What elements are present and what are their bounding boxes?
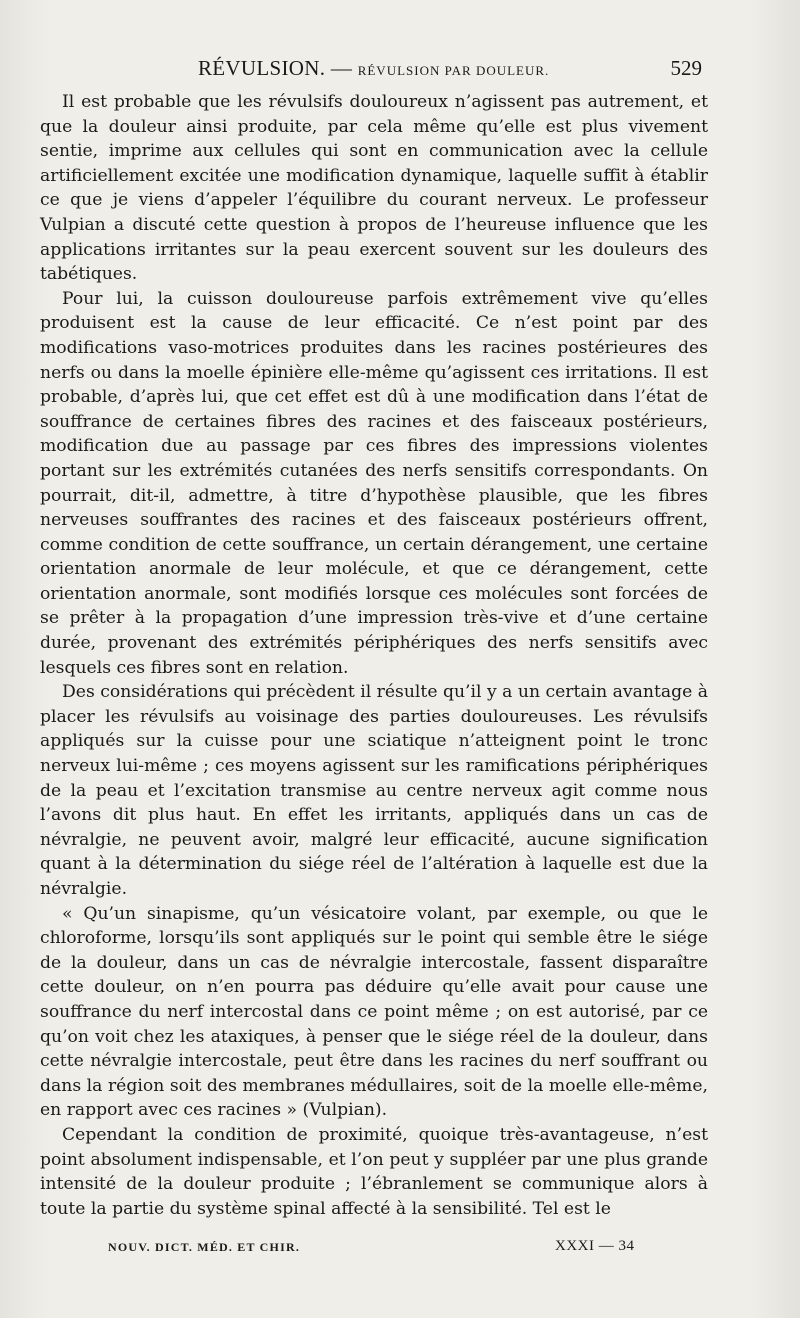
running-header (0, 56, 800, 86)
paragraph-4-quotation: « Qu’un sinapisme, qu’un vésicatoire volant, par exemple, ou que le chloroforme, lorsqu’ils sont appliqués sur le point qui semble être le siége de la douleur, dans un cas de névralgie intercostale, fassent disparaître cette douleur, on n’en pourra pas déduire qu’elle avait pour cause une souffrance du nerf intercostal dans ce point même ; on est autorisé, par ce qu’on voit chez les ataxiques, à penser que le siége réel de la douleur, dans cette névralgie intercostale, peut être dans les racines du nerf souffrant ou dans la région soit des membranes médullaires, soit de la moelle elle-même, en rapport avec ces racines » (Vulpian). (40, 903, 708, 1121)
paragraph-2: Pour lui, la cuisson douloureuse parfois extrêmement vive qu’elles produisent est la cause de leur efficacité. Ce n’est point par des modifications vaso-motrices produites dans les racines postérieures des nerfs ou dans la moelle épinière elle-même qu’agissent ces irritations. Il est probable, d’après lui, que cet effet est dû à une modification dans l’état de souffrance de certaines fibres des racines et des faisceaux postérieurs, modification due au passage par ces fibres des impressions violentes portant sur les extrémités cutanées des nerfs sensitifs correspondants. On pourrait, dit-il, admettre, à titre d’hypothèse plausible, que les fibres nerveuses souffrantes des racines et des faisceaux postérieurs offrent, comme condition de cette souffrance, un certain dérangement, une certaine orientation anormale de leur molécule, et que ce dérangement, cette orientation anormale, sont modifiés lorsque ces molécules sont forcées de se prêter à la propagation d’une impression très-vive et d’une certaine durée, provenant des extrémités périphériques des nerfs sensitifs avec lesquels ces fibres sont en relation. (40, 288, 708, 678)
footer-signature: XXXI — 34 (555, 1238, 635, 1254)
header-subtitle: RÉVULSION PAR DOULEUR. (357, 63, 550, 78)
header-separator: — (330, 56, 353, 80)
page-footer (0, 1238, 800, 1260)
paragraph-3: Des considérations qui précèdent il résulte qu’il y a un certain avantage à placer les révulsifs au voisinage des parties douloureuses. Les révulsifs appliqués sur la cuisse pour une sciatique n’atteignent point le tronc nerveux lui-même ; ces moyens agissent sur les ramifications périphériques de la peau et l’excitation transmise au centre nerveux agit comme nous l’avons dit plus haut. En effet les irritants, appliqués dans un cas de névralgie, ne peuvent avoir, malgré leur efficacité, aucune signification quant à la détermination du siége réel de l’altération à laquelle est due la névralgie. (40, 682, 708, 899)
header-title-group (198, 56, 549, 81)
page-number: 529 (670, 56, 702, 80)
footer-publication: NOUV. DICT. MÉD. ET CHIR. (108, 1240, 301, 1254)
paragraph-1: Il est probable que les révulsifs douloureux n’agissent pas autrement, et que la douleur ainsi produite, par cela même qu’elle est plus vivement sentie, imprime aux cellules qui sont en communication avec la cellule artificiellement excitée une modification dynamique, laquelle suffit à établir ce que je viens d’appeler l’équilibre du courant nerveux. Le professeur Vulpian a discuté cette question à propos de l’heureuse influence que les applications irritantes sur la peau exercent souvent sur les douleurs des tabétiques. (40, 92, 708, 285)
paragraph-5: Cependant la condition de proximité, quoique très-avantageuse, n’est point absolument indispensable, et l’on peut y suppléer par une plus grande intensité de la douleur produite ; l’ébranlement se communique alors à toute la partie du système spinal affecté à la sensibilité. Tel est le (40, 1124, 708, 1219)
header-title: RÉVULSION. (198, 56, 326, 80)
body-text (40, 90, 708, 1221)
